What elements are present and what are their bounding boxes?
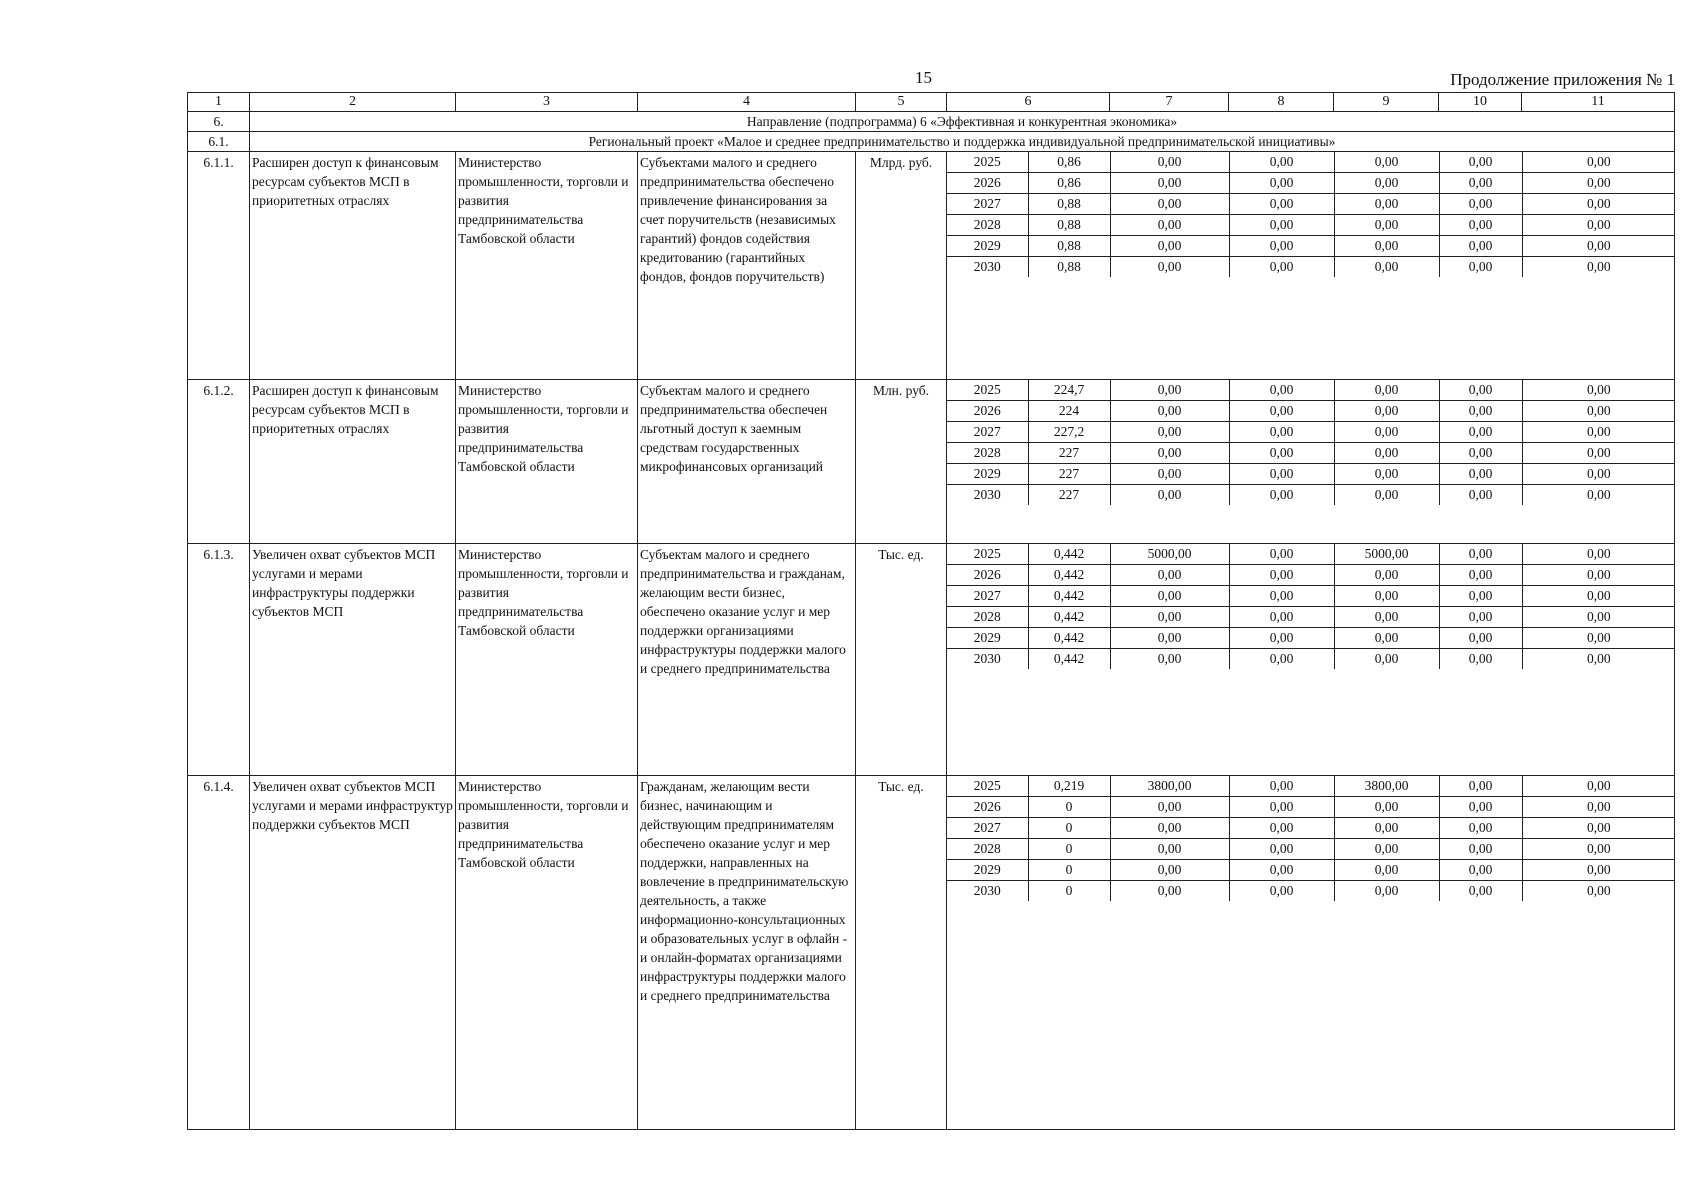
value-cell: 0,00 bbox=[1439, 649, 1522, 670]
value-cell: 0,00 bbox=[1439, 464, 1522, 485]
year-row bbox=[947, 215, 1675, 236]
value-cell: 0,442 bbox=[1028, 544, 1110, 565]
year-row bbox=[947, 257, 1675, 278]
description-text: Гражданам, желающим вести бизнес, начинающим и действующим предпринимателям обеспечено оказание услуг и мер поддержки, направленных на вовлечение в предпринимательскую деятельность, а также информационно-консультационных и образовательных услуг в офлайн - и онлайн-форматах организациями инфраструктуры поддержки малого и среднего предпринимательства bbox=[638, 776, 856, 1130]
header-col-5: 5 bbox=[856, 93, 947, 112]
value-cell: 0,00 bbox=[1110, 152, 1229, 173]
value-cell: 0,00 bbox=[1522, 586, 1675, 607]
result-text: Увеличен охват субъектов МСП услугами и мерами инфраструктуры поддержки субъектов МСП bbox=[250, 544, 456, 776]
value-cell: 0,00 bbox=[1522, 422, 1675, 443]
value-cell: 0,00 bbox=[1229, 173, 1334, 194]
row-number: 6.1.2. bbox=[188, 380, 250, 544]
value-cell: 0,00 bbox=[1334, 818, 1439, 839]
value-cell: 0,00 bbox=[1334, 839, 1439, 860]
value-cell: 227,2 bbox=[1028, 422, 1110, 443]
value-cell: 227 bbox=[1028, 464, 1110, 485]
value-cell: 0,00 bbox=[1522, 860, 1675, 881]
yearly-values-table bbox=[947, 776, 1675, 901]
value-cell: 0 bbox=[1028, 839, 1110, 860]
value-cell: 0,00 bbox=[1229, 215, 1334, 236]
year-row bbox=[947, 628, 1675, 649]
value-cell: 0,00 bbox=[1522, 236, 1675, 257]
annex-label: Продолжение приложения № 1 bbox=[1450, 70, 1675, 89]
header-col-11: 11 bbox=[1522, 93, 1675, 112]
value-cell: 0,00 bbox=[1334, 607, 1439, 628]
value-cell: 0,00 bbox=[1334, 215, 1439, 236]
yearly-values-table bbox=[947, 152, 1675, 277]
result-text: Расширен доступ к финансовым ресурсам субъектов МСП в приоритетных отраслях bbox=[250, 152, 456, 380]
value-cell: 0,00 bbox=[1334, 236, 1439, 257]
header-col-10: 10 bbox=[1439, 93, 1522, 112]
value-cell: 0,00 bbox=[1229, 236, 1334, 257]
value-cell: 0 bbox=[1028, 881, 1110, 902]
value-cell: 0,00 bbox=[1522, 544, 1675, 565]
subsection-title: Региональный проект «Малое и среднее предпринимательство и поддержка индивидуальной предпринимательской инициативы» bbox=[250, 132, 1675, 152]
value-cell: 0,00 bbox=[1334, 485, 1439, 506]
value-cell: 0,00 bbox=[1522, 215, 1675, 236]
value-cell: 0,00 bbox=[1334, 628, 1439, 649]
yearly-values bbox=[947, 776, 1675, 1130]
value-cell: 0,00 bbox=[1334, 422, 1439, 443]
value-cell: 0,00 bbox=[1522, 797, 1675, 818]
value-cell: 0,00 bbox=[1110, 607, 1229, 628]
value-cell: 0,00 bbox=[1334, 881, 1439, 902]
header-col-8: 8 bbox=[1229, 93, 1334, 112]
table-row bbox=[188, 544, 1675, 776]
year-row bbox=[947, 380, 1675, 401]
year-cell: 2030 bbox=[947, 649, 1028, 670]
value-cell: 0,00 bbox=[1439, 586, 1522, 607]
year-row bbox=[947, 649, 1675, 670]
value-cell: 0,00 bbox=[1229, 422, 1334, 443]
value-cell: 0,00 bbox=[1334, 565, 1439, 586]
year-row bbox=[947, 839, 1675, 860]
value-cell: 0,00 bbox=[1334, 586, 1439, 607]
year-cell: 2030 bbox=[947, 881, 1028, 902]
value-cell: 227 bbox=[1028, 485, 1110, 506]
value-cell: 0,00 bbox=[1110, 797, 1229, 818]
year-row bbox=[947, 797, 1675, 818]
table-row bbox=[188, 152, 1675, 380]
executor-text: Министерство промышленности, торговли и развития предпринимательства Тамбовской области bbox=[456, 544, 638, 776]
year-cell: 2026 bbox=[947, 401, 1028, 422]
value-cell: 0,00 bbox=[1229, 860, 1334, 881]
value-cell: 0,00 bbox=[1110, 464, 1229, 485]
value-cell: 0,00 bbox=[1110, 839, 1229, 860]
year-row bbox=[947, 565, 1675, 586]
value-cell: 0,00 bbox=[1439, 257, 1522, 278]
year-row bbox=[947, 443, 1675, 464]
value-cell: 0,00 bbox=[1522, 565, 1675, 586]
year-cell: 2026 bbox=[947, 173, 1028, 194]
value-cell: 0,442 bbox=[1028, 628, 1110, 649]
year-row bbox=[947, 422, 1675, 443]
value-cell: 0,00 bbox=[1439, 215, 1522, 236]
value-cell: 0,00 bbox=[1586, 259, 1611, 274]
value-cell: 0,00 bbox=[1110, 215, 1229, 236]
year-row bbox=[947, 236, 1675, 257]
value-cell: 0,00 bbox=[1110, 860, 1229, 881]
executor-text: Министерство промышленности, торговли и развития предпринимательства Тамбовской области bbox=[456, 380, 638, 544]
year-cell: 2028 bbox=[947, 443, 1028, 464]
value-cell: 0,00 bbox=[1522, 401, 1675, 422]
year-cell: 2028 bbox=[947, 607, 1028, 628]
value-cell: 0,00 bbox=[1334, 173, 1439, 194]
value-cell: 0 bbox=[1028, 860, 1110, 881]
value-cell: 0,00 bbox=[1522, 776, 1675, 797]
value-cell: 224 bbox=[1028, 401, 1110, 422]
value-cell: 0,00 bbox=[1334, 401, 1439, 422]
value-cell: 0,00 bbox=[1334, 649, 1439, 670]
year-row bbox=[947, 464, 1675, 485]
table-row bbox=[188, 380, 1675, 544]
value-cell: 0,00 bbox=[1110, 194, 1229, 215]
value-cell: 0,00 bbox=[1439, 607, 1522, 628]
value-cell: 0,00 bbox=[1110, 401, 1229, 422]
value-cell: 0,00 bbox=[1439, 628, 1522, 649]
value-cell: 5000,00 bbox=[1334, 544, 1439, 565]
value-cell: 0,442 bbox=[1028, 565, 1110, 586]
value-cell: 0 bbox=[1028, 818, 1110, 839]
year-row bbox=[947, 586, 1675, 607]
year-row bbox=[947, 881, 1675, 902]
value-cell: 0,00 bbox=[1439, 797, 1522, 818]
year-row bbox=[947, 776, 1675, 797]
value-cell: 0,00 bbox=[1334, 860, 1439, 881]
unit-text: Тыс. ед. bbox=[856, 776, 947, 1130]
value-cell: 0,00 bbox=[1229, 881, 1334, 902]
value-cell: 0,00 bbox=[1110, 380, 1229, 401]
value-cell: 5000,00 bbox=[1110, 544, 1229, 565]
description-text: Субъектам малого и среднего предпринимательства и гражданам, желающим вести бизнес, обеспечено оказание услуг и мер поддержки организациями инфраструктуры поддержки малого и среднего предпринимательства bbox=[638, 544, 856, 776]
value-cell: 0,00 bbox=[1229, 380, 1334, 401]
value-cell: 0,00 bbox=[1110, 422, 1229, 443]
year-cell: 2027 bbox=[947, 194, 1028, 215]
header-col-7: 7 bbox=[1110, 93, 1229, 112]
unit-text: Млрд. руб. bbox=[856, 152, 947, 380]
yearly-values bbox=[947, 544, 1675, 776]
value-cell: 0,00 bbox=[1522, 443, 1675, 464]
value-cell: 0,00 bbox=[1522, 194, 1675, 215]
year-row bbox=[947, 401, 1675, 422]
value-cell: 0,00 bbox=[1110, 881, 1229, 902]
value-cell: 0,00 bbox=[1229, 628, 1334, 649]
value-cell: 0,442 bbox=[1028, 649, 1110, 670]
value-cell: 0,00 bbox=[1439, 152, 1522, 173]
value-cell: 0,00 bbox=[1110, 443, 1229, 464]
yearly-values-table bbox=[947, 380, 1675, 505]
value-cell: 0,00 bbox=[1110, 586, 1229, 607]
value-cell: 0,00 bbox=[1229, 586, 1334, 607]
value-cell: 0,00 bbox=[1522, 818, 1675, 839]
value-cell: 0,88 bbox=[1028, 194, 1110, 215]
value-cell: 0,88 bbox=[1028, 215, 1110, 236]
executor-text: Министерство промышленности, торговли и развития предпринимательства Тамбовской области bbox=[456, 152, 638, 380]
value-cell: 0,00 bbox=[1110, 236, 1229, 257]
year-cell: 2027 bbox=[947, 586, 1028, 607]
value-cell: 224,7 bbox=[1028, 380, 1110, 401]
year-row bbox=[947, 544, 1675, 565]
column-number-row bbox=[188, 93, 1675, 112]
header-col-3: 3 bbox=[456, 93, 638, 112]
year-cell: 2028 bbox=[947, 839, 1028, 860]
result-text: Увеличен охват субъектов МСП услугами и мерами инфраструктур поддержки субъектов МСП bbox=[250, 776, 456, 1130]
year-cell: 2030 bbox=[947, 257, 1028, 278]
executor-text: Министерство промышленности, торговли и развития предпринимательства Тамбовской области bbox=[456, 776, 638, 1130]
value-cell: 0,00 bbox=[1439, 194, 1522, 215]
value-cell: 0,219 bbox=[1028, 776, 1110, 797]
year-cell: 2027 bbox=[947, 818, 1028, 839]
year-cell: 2025 bbox=[947, 544, 1028, 565]
value-cell: 0,00 bbox=[1229, 818, 1334, 839]
year-row bbox=[947, 194, 1675, 215]
value-cell: 0,00 bbox=[1439, 565, 1522, 586]
value-cell: 0,00 bbox=[1110, 818, 1229, 839]
value-cell: 0,00 bbox=[1229, 776, 1334, 797]
header-col-4: 4 bbox=[638, 93, 856, 112]
value-cell: 0,00 bbox=[1439, 236, 1522, 257]
value-cell: 0,00 bbox=[1334, 152, 1439, 173]
value-cell: 0,86 bbox=[1028, 173, 1110, 194]
value-cell: 0,00 bbox=[1522, 173, 1675, 194]
unit-text: Млн. руб. bbox=[856, 380, 947, 544]
yearly-values bbox=[947, 152, 1675, 380]
year-cell: 2029 bbox=[947, 860, 1028, 881]
value-cell: 0,00 bbox=[1586, 651, 1611, 666]
year-cell: 2027 bbox=[947, 422, 1028, 443]
header-col-2: 2 bbox=[250, 93, 456, 112]
value-cell: 0,00 bbox=[1439, 401, 1522, 422]
value-cell: 0,00 bbox=[1439, 818, 1522, 839]
value-cell: 0,00 bbox=[1229, 257, 1334, 278]
value-cell: 0,00 bbox=[1522, 380, 1675, 401]
year-cell: 2029 bbox=[947, 628, 1028, 649]
value-cell: 227 bbox=[1028, 443, 1110, 464]
year-cell: 2028 bbox=[947, 215, 1028, 236]
value-cell: 0,00 bbox=[1334, 194, 1439, 215]
value-cell: 0,00 bbox=[1110, 628, 1229, 649]
value-cell: 0,00 bbox=[1110, 649, 1229, 670]
page-number: 15 bbox=[915, 68, 932, 87]
value-cell: 0,00 bbox=[1334, 443, 1439, 464]
value-cell: 0,00 bbox=[1439, 839, 1522, 860]
subsection-number: 6.1. bbox=[188, 132, 250, 152]
result-text: Расширен доступ к финансовым ресурсам субъектов МСП в приоритетных отраслях bbox=[250, 380, 456, 544]
value-cell: 0,00 bbox=[1522, 839, 1675, 860]
year-row bbox=[947, 485, 1675, 506]
value-cell: 0,00 bbox=[1334, 257, 1439, 278]
value-cell: 0,00 bbox=[1229, 464, 1334, 485]
unit-text: Тыс. ед. bbox=[856, 544, 947, 776]
value-cell: 0,00 bbox=[1110, 173, 1229, 194]
value-cell: 0,00 bbox=[1439, 860, 1522, 881]
value-cell: 0,00 bbox=[1110, 485, 1229, 506]
year-cell: 2030 bbox=[947, 485, 1028, 506]
header-col-6: 6 bbox=[947, 93, 1110, 112]
year-row bbox=[947, 607, 1675, 628]
value-cell: 0,88 bbox=[1028, 257, 1110, 278]
section-number: 6. bbox=[188, 112, 250, 132]
value-cell: 0,00 bbox=[1586, 487, 1611, 502]
value-cell: 0,00 bbox=[1334, 464, 1439, 485]
value-cell: 0 bbox=[1028, 797, 1110, 818]
value-cell: 0,00 bbox=[1229, 607, 1334, 628]
value-cell: 0,00 bbox=[1229, 401, 1334, 422]
value-cell: 0,00 bbox=[1522, 607, 1675, 628]
year-cell: 2025 bbox=[947, 152, 1028, 173]
row-number: 6.1.3. bbox=[188, 544, 250, 776]
value-cell: 0,00 bbox=[1439, 881, 1522, 902]
value-cell: 0,00 bbox=[1229, 443, 1334, 464]
year-cell: 2025 bbox=[947, 380, 1028, 401]
year-cell: 2029 bbox=[947, 464, 1028, 485]
value-cell: 0,00 bbox=[1229, 797, 1334, 818]
value-cell: 0,442 bbox=[1028, 586, 1110, 607]
table-row bbox=[188, 776, 1675, 1130]
year-cell: 2025 bbox=[947, 776, 1028, 797]
value-cell: 0,00 bbox=[1334, 380, 1439, 401]
row-number: 6.1.1. bbox=[188, 152, 250, 380]
value-cell: 0,00 bbox=[1522, 628, 1675, 649]
year-row bbox=[947, 818, 1675, 839]
header-col-9: 9 bbox=[1334, 93, 1439, 112]
row-number: 6.1.4. bbox=[188, 776, 250, 1130]
value-cell: 3800,00 bbox=[1334, 776, 1439, 797]
value-cell: 0,00 bbox=[1229, 839, 1334, 860]
subsection-row bbox=[188, 132, 1675, 152]
value-cell: 0,00 bbox=[1229, 565, 1334, 586]
value-cell: 0,00 bbox=[1439, 173, 1522, 194]
value-cell: 0,00 bbox=[1110, 257, 1229, 278]
description-text: Субъектами малого и среднего предпринимательства обеспечено привлечение финансирования за счет поручительств (независимых гарантий) фондов содействия кредитованию (гарантийных фондов, фондов поручительств) bbox=[638, 152, 856, 380]
value-cell: 0,00 bbox=[1229, 544, 1334, 565]
value-cell: 0,00 bbox=[1522, 152, 1675, 173]
value-cell: 3800,00 bbox=[1110, 776, 1229, 797]
value-cell: 0,00 bbox=[1229, 649, 1334, 670]
value-cell: 0,00 bbox=[1439, 380, 1522, 401]
section-row bbox=[188, 112, 1675, 132]
year-row bbox=[947, 152, 1675, 173]
value-cell: 0,00 bbox=[1439, 485, 1522, 506]
value-cell: 0,00 bbox=[1439, 544, 1522, 565]
description-text: Субъектам малого и среднего предпринимательства обеспечен льготный доступ к заемным средствам государственных микрофинансовых организаций bbox=[638, 380, 856, 544]
year-cell: 2029 bbox=[947, 236, 1028, 257]
value-cell: 0,00 bbox=[1110, 565, 1229, 586]
value-cell: 0,00 bbox=[1586, 883, 1611, 898]
yearly-values bbox=[947, 380, 1675, 544]
value-cell: 0,00 bbox=[1229, 152, 1334, 173]
value-cell: 0,88 bbox=[1028, 236, 1110, 257]
year-row bbox=[947, 860, 1675, 881]
value-cell: 0,00 bbox=[1334, 797, 1439, 818]
indicators-table bbox=[187, 92, 1675, 1130]
year-cell: 2026 bbox=[947, 797, 1028, 818]
value-cell: 0,442 bbox=[1028, 607, 1110, 628]
yearly-values-table bbox=[947, 544, 1675, 669]
value-cell: 0,00 bbox=[1439, 443, 1522, 464]
year-cell: 2026 bbox=[947, 565, 1028, 586]
year-row bbox=[947, 173, 1675, 194]
value-cell: 0,00 bbox=[1439, 422, 1522, 443]
value-cell: 0,00 bbox=[1229, 485, 1334, 506]
value-cell: 0,00 bbox=[1229, 194, 1334, 215]
value-cell: 0,00 bbox=[1439, 776, 1522, 797]
header-col-1: 1 bbox=[188, 93, 250, 112]
value-cell: 0,86 bbox=[1028, 152, 1110, 173]
value-cell: 0,00 bbox=[1522, 464, 1675, 485]
section-title: Направление (подпрограмма) 6 «Эффективная и конкурентная экономика» bbox=[250, 112, 1675, 132]
